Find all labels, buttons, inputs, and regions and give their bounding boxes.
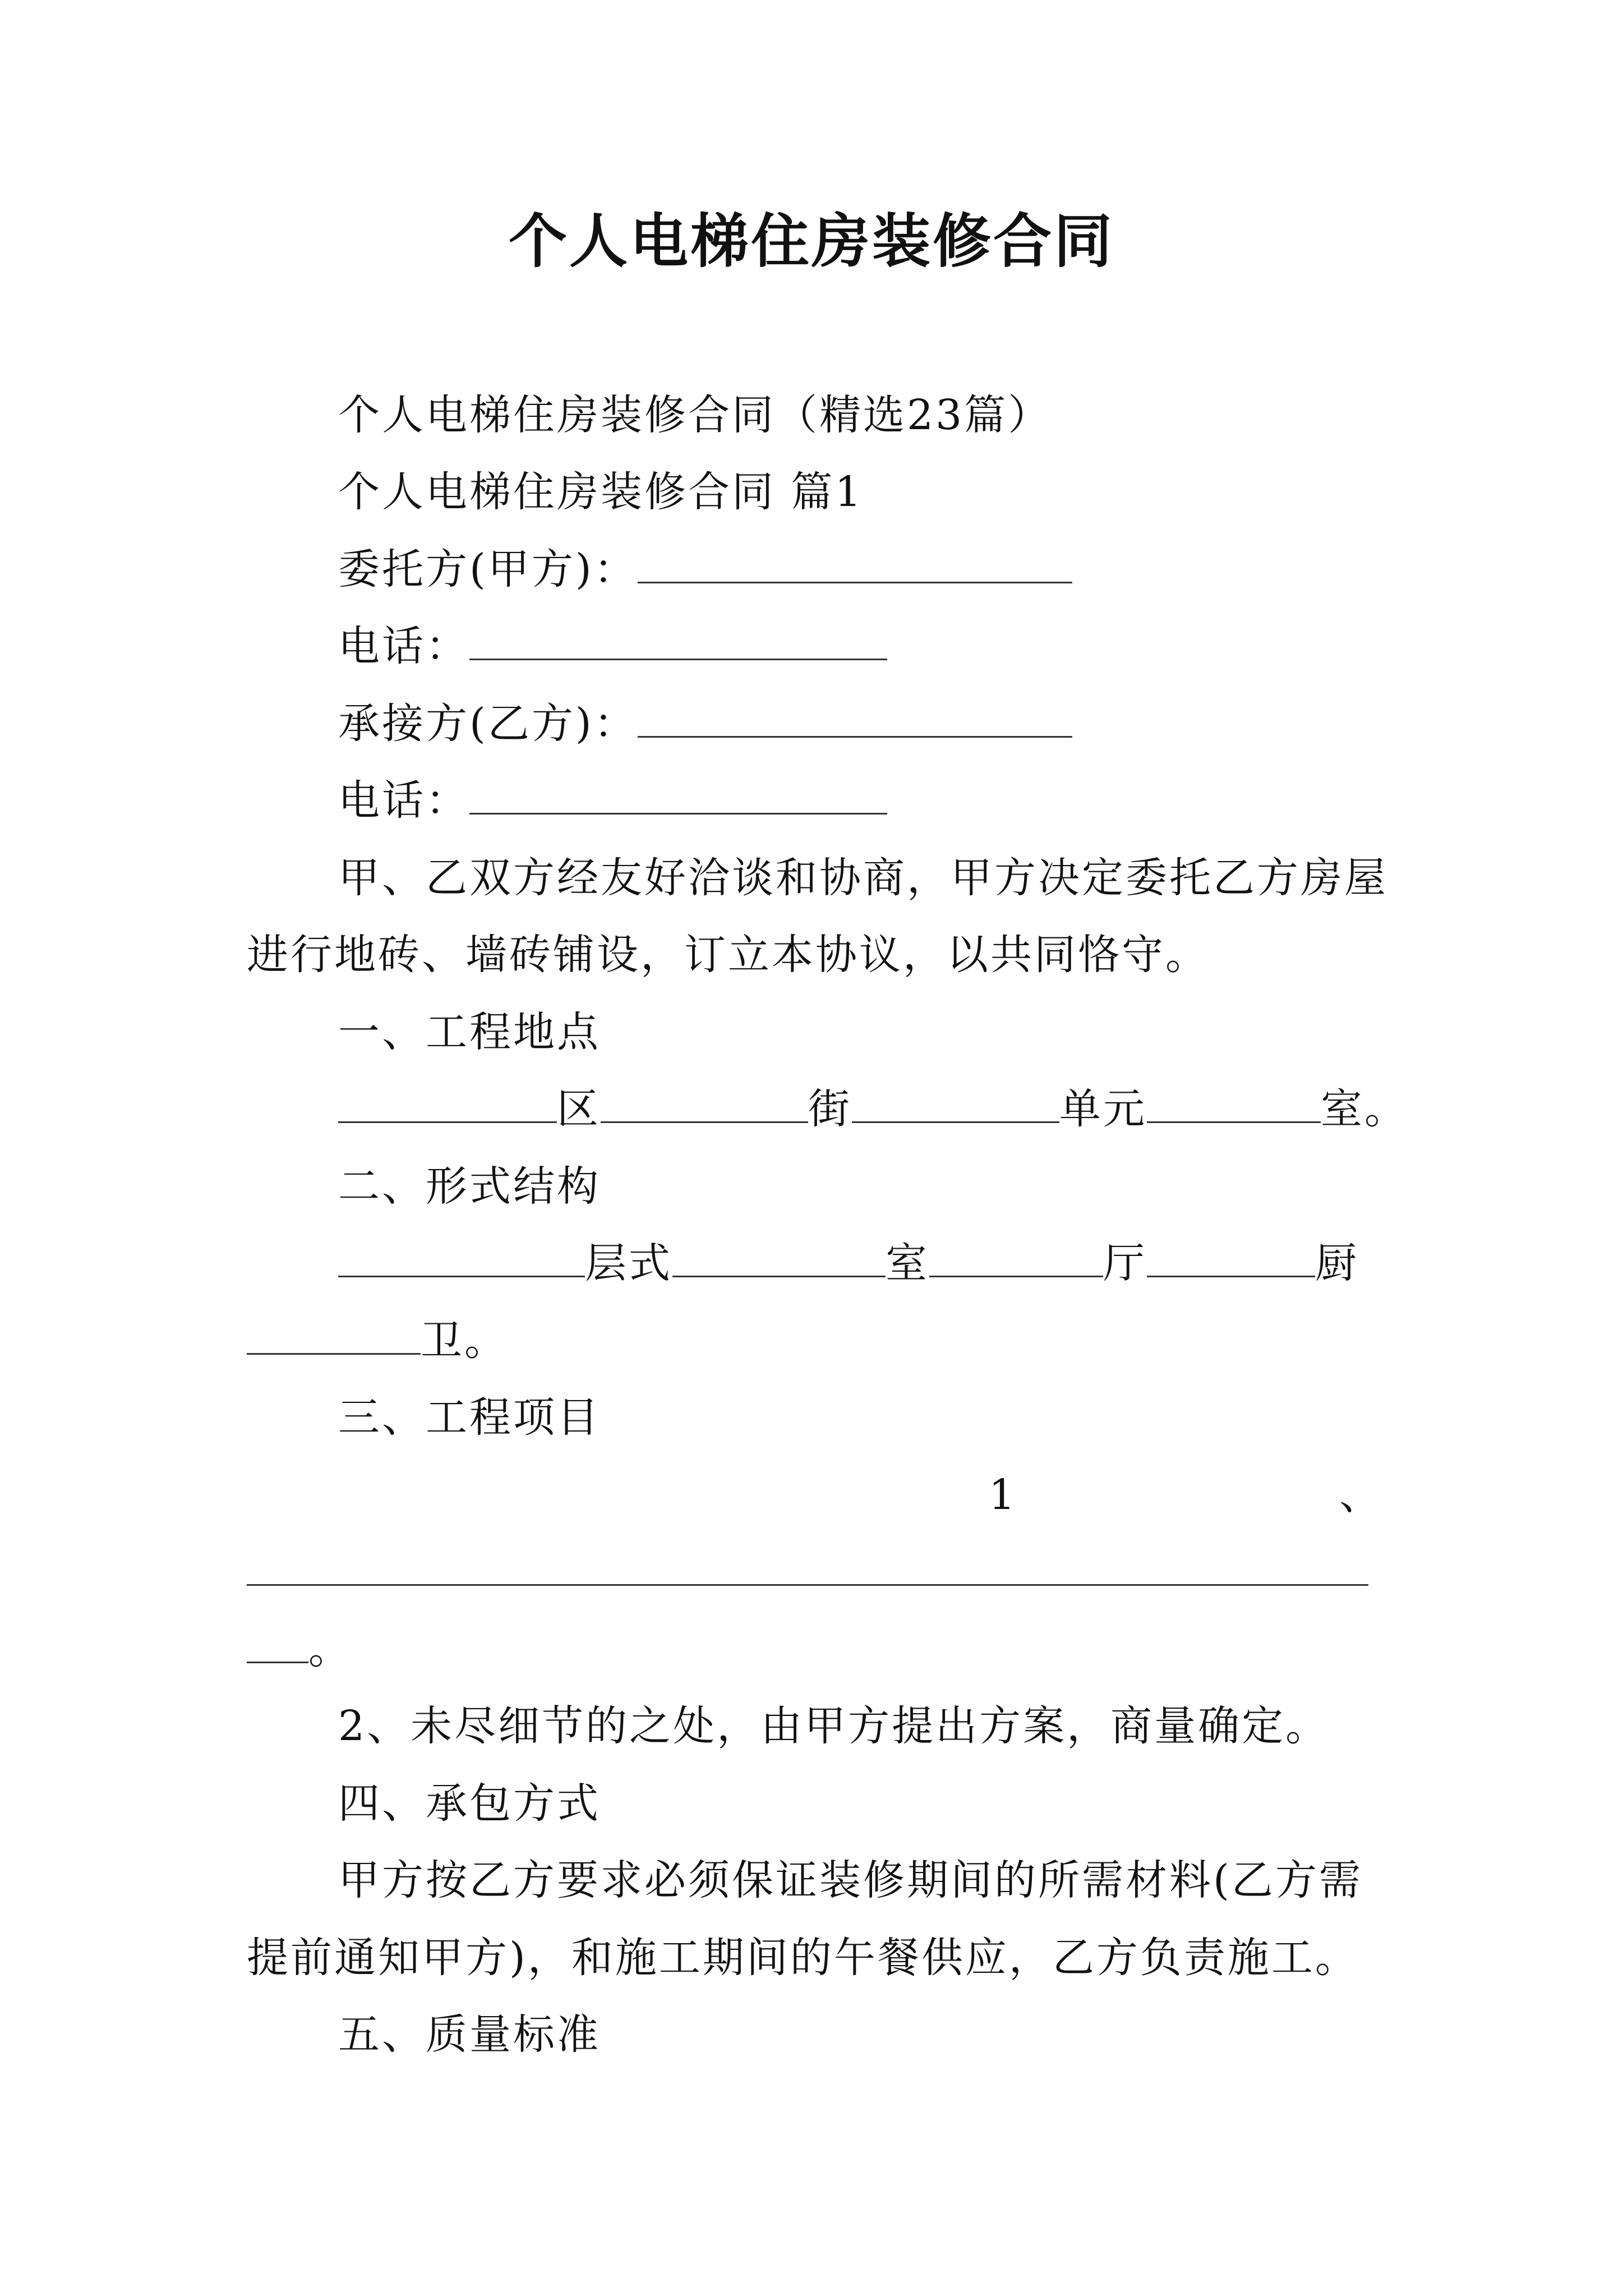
phone-a-blank[interactable] xyxy=(469,619,887,660)
heading-location: 一、工程地点 xyxy=(338,1008,601,1056)
phone-b-row xyxy=(338,772,887,829)
document-title: 个人电梯住房装修合同 xyxy=(508,206,1114,275)
rooms-label: 室 xyxy=(886,1239,929,1287)
unit-label: 单元 xyxy=(1059,1085,1147,1133)
location-row xyxy=(338,1081,1408,1137)
item1-tail-blank[interactable] xyxy=(247,1622,308,1663)
item1-blank-row xyxy=(247,1544,1368,1600)
intro-line-2: 进行地砖、墙砖铺设，订立本协议，以共同恪守。 xyxy=(247,931,1209,979)
street-label: 街 xyxy=(808,1085,852,1133)
party-a-row xyxy=(338,541,1072,597)
heading-quality: 五、质量标准 xyxy=(338,2010,601,2059)
rooms-blank[interactable] xyxy=(672,1236,886,1277)
hall-blank[interactable] xyxy=(929,1236,1103,1277)
item1-blank[interactable] xyxy=(247,1545,1368,1586)
unit-blank[interactable] xyxy=(852,1082,1059,1123)
phone-b-blank[interactable] xyxy=(469,774,887,815)
section-heading: 个人电梯住房装修合同 篇1 xyxy=(338,468,864,516)
bath-label: 卫。 xyxy=(421,1317,508,1365)
party-b-row xyxy=(338,696,1072,752)
kitchen-blank[interactable] xyxy=(1147,1236,1315,1277)
district-label: 区 xyxy=(557,1085,601,1133)
hall-label: 厅 xyxy=(1103,1239,1147,1287)
party-a-label: 委托方(甲方)： xyxy=(338,545,638,593)
street-blank[interactable] xyxy=(601,1082,808,1123)
item2-text: 2、未尽细节的之处，由甲方提出方案，商量确定。 xyxy=(338,1702,1330,1750)
floor-blank[interactable] xyxy=(338,1236,585,1277)
phone-a-row xyxy=(338,618,887,674)
contract-line-2: 提前通知甲方)，和施工期间的午餐供应，乙方负责施工。 xyxy=(247,1934,1359,1982)
item1-end-row xyxy=(247,1621,352,1677)
party-b-label: 承接方(乙方)： xyxy=(338,700,638,748)
party-b-blank[interactable] xyxy=(638,697,1072,738)
heading-structure: 二、形式结构 xyxy=(338,1162,601,1211)
heading-contract: 四、承包方式 xyxy=(338,1779,601,1828)
item1-end: 。 xyxy=(308,1625,352,1673)
phone-b-label: 电话： xyxy=(338,776,469,825)
document-subtitle: 个人电梯住房装修合同（精选23篇） xyxy=(338,391,1052,439)
item1-number: 1 xyxy=(989,1471,1018,1519)
kitchen-label: 厨 xyxy=(1315,1239,1359,1287)
phone-a-label: 电话： xyxy=(338,622,469,670)
district-blank[interactable] xyxy=(338,1082,557,1123)
item1-separator: 、 xyxy=(1339,1471,1383,1519)
room-blank[interactable] xyxy=(1147,1082,1321,1123)
contract-line-1: 甲方按乙方要求必须保证装修期间的所需材料(乙方需 xyxy=(338,1856,1363,1904)
heading-items: 三、工程项目 xyxy=(338,1393,601,1442)
room-label: 室。 xyxy=(1321,1085,1408,1133)
party-a-blank[interactable] xyxy=(638,542,1072,583)
structure-row xyxy=(338,1235,1359,1291)
intro-line-1: 甲、乙双方经友好洽谈和协商，甲方决定委托乙方房屋 xyxy=(338,854,1388,902)
bath-blank[interactable] xyxy=(247,1314,421,1355)
bath-row xyxy=(247,1313,508,1369)
floor-label: 层式 xyxy=(585,1239,672,1287)
